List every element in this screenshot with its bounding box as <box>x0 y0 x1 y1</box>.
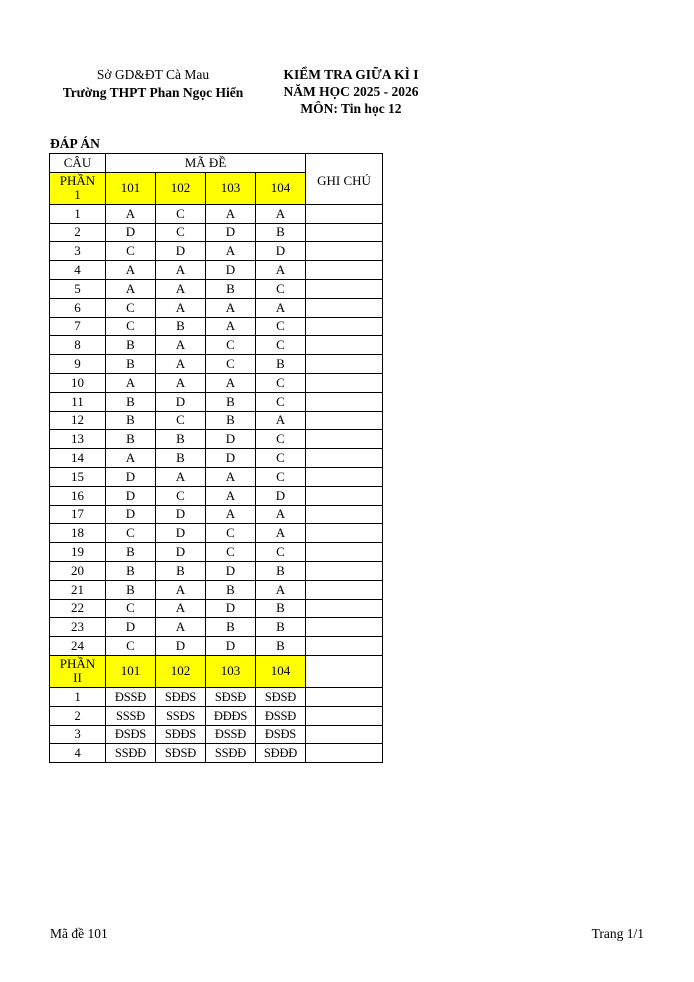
answer-cell: C <box>256 392 306 411</box>
answer-cell: C <box>256 449 306 468</box>
answer-cell: B <box>156 430 206 449</box>
note-cell <box>306 449 383 468</box>
table-row <box>50 449 383 468</box>
answer-cell: A <box>156 467 206 486</box>
answer-cell: C <box>106 599 156 618</box>
answer-cell: SĐSĐ <box>206 687 256 706</box>
code-header: 104 <box>256 172 306 204</box>
answer-cell: C <box>256 336 306 355</box>
answer-cell: B <box>106 392 156 411</box>
answer-cell: D <box>106 486 156 505</box>
question-number-cell: 2 <box>50 223 106 242</box>
header-left <box>40 66 266 102</box>
table-row <box>50 524 383 543</box>
table-row <box>50 204 383 223</box>
answer-cell: A <box>156 373 206 392</box>
answer-cell: D <box>156 524 206 543</box>
code-header: 103 <box>206 655 256 687</box>
answer-cell: A <box>256 411 306 430</box>
table-row <box>50 411 383 430</box>
answer-cell: D <box>206 599 256 618</box>
note-cell <box>306 618 383 637</box>
table-row <box>50 261 383 280</box>
footer-page-number: Trang 1/1 <box>591 926 644 941</box>
answer-cell: B <box>206 618 256 637</box>
code-header: 102 <box>156 172 206 204</box>
table-row <box>50 618 383 637</box>
table-row <box>50 637 383 656</box>
answer-cell: ĐSSĐ <box>206 725 256 744</box>
answer-cell: D <box>206 223 256 242</box>
question-number-cell: 4 <box>50 744 106 763</box>
answer-cell: A <box>256 298 306 317</box>
question-number-cell: 14 <box>50 449 106 468</box>
answer-cell: B <box>206 580 256 599</box>
question-number-cell: 12 <box>50 411 106 430</box>
answer-cell: SĐĐS <box>156 725 206 744</box>
question-number-cell: 19 <box>50 543 106 562</box>
answer-cell: A <box>106 279 156 298</box>
answer-cell: C <box>206 355 256 374</box>
answer-cell: B <box>156 317 206 336</box>
note-cell <box>306 580 383 599</box>
answer-cell: C <box>156 486 206 505</box>
note-cell <box>306 355 383 374</box>
note-cell <box>306 687 383 706</box>
table-row <box>50 298 383 317</box>
answer-cell: SSĐĐ <box>206 744 256 763</box>
code-header: 101 <box>106 172 156 204</box>
answer-cell: C <box>256 317 306 336</box>
answer-cell: C <box>106 298 156 317</box>
subject-name: MÔN: Tin học 12 <box>300 101 402 116</box>
question-number-cell: 1 <box>50 687 106 706</box>
answer-cell: C <box>106 637 156 656</box>
answer-cell: D <box>106 618 156 637</box>
header-right <box>262 66 440 117</box>
note-cell <box>306 505 383 524</box>
note-cell <box>306 543 383 562</box>
question-number-cell: 20 <box>50 561 106 580</box>
code-header: 102 <box>156 655 206 687</box>
answer-cell: B <box>106 561 156 580</box>
note-cell <box>306 279 383 298</box>
question-number-cell: 18 <box>50 524 106 543</box>
answer-cell: D <box>106 223 156 242</box>
answer-cell: ĐSSĐ <box>106 687 156 706</box>
answer-cell: SSĐS <box>156 706 206 725</box>
table-row <box>50 392 383 411</box>
answer-cell: B <box>106 411 156 430</box>
answer-cell: A <box>206 204 256 223</box>
part2-label <box>50 655 106 687</box>
answer-cell: ĐĐĐS <box>206 706 256 725</box>
answer-cell: D <box>206 561 256 580</box>
code-header: 101 <box>106 655 156 687</box>
note-cell <box>306 655 383 687</box>
answer-cell: B <box>106 543 156 562</box>
table-row <box>50 467 383 486</box>
answer-cell: B <box>256 561 306 580</box>
answer-cell: C <box>256 279 306 298</box>
question-number-cell: 21 <box>50 580 106 599</box>
answer-cell: A <box>156 355 206 374</box>
answer-cell: SĐSĐ <box>156 744 206 763</box>
answer-cell: B <box>106 580 156 599</box>
note-cell <box>306 467 383 486</box>
note-cell <box>306 336 383 355</box>
answer-cell: B <box>256 637 306 656</box>
question-number-cell: 15 <box>50 467 106 486</box>
table-row <box>50 505 383 524</box>
department-name: Sở GD&ĐT Cà Mau <box>96 67 210 82</box>
answer-cell: A <box>206 317 256 336</box>
answer-cell: C <box>156 204 206 223</box>
col-code-header: MÃ ĐỀ <box>106 154 306 173</box>
table-row <box>50 430 383 449</box>
answer-cell: C <box>256 430 306 449</box>
answer-cell: D <box>206 637 256 656</box>
table-row <box>50 242 383 261</box>
question-number-cell: 3 <box>50 242 106 261</box>
answer-cell: ĐSĐS <box>256 725 306 744</box>
answer-cell: A <box>106 373 156 392</box>
answer-cell: D <box>156 392 206 411</box>
answer-key-body <box>50 154 383 763</box>
answer-cell: B <box>206 411 256 430</box>
table-row <box>50 725 383 744</box>
question-number-cell: 24 <box>50 637 106 656</box>
answer-cell: C <box>206 543 256 562</box>
answer-cell: ĐSSĐ <box>256 706 306 725</box>
code-header: 103 <box>206 172 256 204</box>
answer-cell: SĐĐĐ <box>256 744 306 763</box>
answer-cell: ĐSĐS <box>106 725 156 744</box>
answer-cell: D <box>156 242 206 261</box>
answer-cell: D <box>106 467 156 486</box>
answer-cell: C <box>156 411 206 430</box>
answer-cell: A <box>156 279 206 298</box>
answer-key-title: ĐÁP ÁN <box>50 136 100 151</box>
answer-cell: C <box>256 543 306 562</box>
answer-cell: D <box>156 505 206 524</box>
answer-cell: B <box>106 430 156 449</box>
note-cell <box>306 706 383 725</box>
note-cell <box>306 637 383 656</box>
answer-cell: C <box>106 524 156 543</box>
answer-cell: C <box>206 336 256 355</box>
answer-cell: A <box>156 298 206 317</box>
answer-cell: D <box>156 543 206 562</box>
note-cell <box>306 392 383 411</box>
school-name: Trường THPT Phan Ngọc Hiển <box>62 85 244 100</box>
part1-label-b: 1 <box>74 187 81 203</box>
answer-cell: B <box>156 449 206 468</box>
note-cell <box>306 561 383 580</box>
answer-cell: B <box>106 336 156 355</box>
answer-cell: A <box>256 204 306 223</box>
answer-cell: D <box>206 261 256 280</box>
answer-cell: A <box>206 298 256 317</box>
answer-cell: D <box>156 637 206 656</box>
question-number-cell: 5 <box>50 279 106 298</box>
table-row <box>50 279 383 298</box>
answer-cell: A <box>156 599 206 618</box>
question-number-cell: 3 <box>50 725 106 744</box>
question-number-cell: 11 <box>50 392 106 411</box>
answer-cell: A <box>256 524 306 543</box>
answer-cell: D <box>256 486 306 505</box>
col-note-header: GHI CHÚ <box>306 154 383 205</box>
part1-label <box>50 172 106 204</box>
note-cell <box>306 411 383 430</box>
answer-cell: A <box>256 261 306 280</box>
question-number-cell: 4 <box>50 261 106 280</box>
question-number-cell: 17 <box>50 505 106 524</box>
answer-cell: A <box>206 486 256 505</box>
table-row <box>50 744 383 763</box>
part1-label-a: PHẦN <box>59 173 96 189</box>
answer-cell: SĐSĐ <box>256 687 306 706</box>
note-cell <box>306 223 383 242</box>
table-header-row <box>50 154 383 173</box>
table-row <box>50 706 383 725</box>
note-cell <box>306 524 383 543</box>
answer-cell: A <box>256 580 306 599</box>
answer-cell: C <box>256 373 306 392</box>
table-row <box>50 599 383 618</box>
answer-cell: A <box>206 373 256 392</box>
exam-title: KIỂM TRA GIỮA KÌ I <box>283 67 419 82</box>
question-number-cell: 6 <box>50 298 106 317</box>
question-number-cell: 2 <box>50 706 106 725</box>
answer-cell: B <box>256 618 306 637</box>
answer-cell: A <box>156 336 206 355</box>
answer-cell: A <box>106 261 156 280</box>
question-number-cell: 10 <box>50 373 106 392</box>
table-row <box>50 373 383 392</box>
answer-cell: A <box>156 618 206 637</box>
answer-cell: D <box>206 430 256 449</box>
table-row <box>50 223 383 242</box>
question-number-cell: 8 <box>50 336 106 355</box>
answer-cell: D <box>206 449 256 468</box>
answer-cell: A <box>156 261 206 280</box>
footer-exam-code: Mã đề 101 <box>50 926 108 941</box>
table-row <box>50 336 383 355</box>
note-cell <box>306 317 383 336</box>
answer-cell: B <box>256 355 306 374</box>
answer-cell: B <box>256 223 306 242</box>
question-number-cell: 1 <box>50 204 106 223</box>
answer-cell: A <box>156 580 206 599</box>
answer-cell: A <box>206 467 256 486</box>
note-cell <box>306 599 383 618</box>
answer-cell: SĐĐS <box>156 687 206 706</box>
answer-cell: B <box>106 355 156 374</box>
part2-header-row <box>50 655 383 687</box>
table-row <box>50 561 383 580</box>
table-row <box>50 687 383 706</box>
col-question-header: CÂU <box>50 154 106 173</box>
question-number-cell: 13 <box>50 430 106 449</box>
answer-cell: C <box>206 524 256 543</box>
answer-cell: A <box>106 204 156 223</box>
answer-cell: B <box>206 279 256 298</box>
answer-cell: C <box>106 242 156 261</box>
answer-cell: B <box>156 561 206 580</box>
note-cell <box>306 242 383 261</box>
code-header: 104 <box>256 655 306 687</box>
question-number-cell: 22 <box>50 599 106 618</box>
answer-cell: A <box>206 505 256 524</box>
table-row <box>50 317 383 336</box>
school-year: NĂM HỌC 2025 - 2026 <box>283 84 419 99</box>
answer-cell: D <box>106 505 156 524</box>
answer-cell: B <box>206 392 256 411</box>
note-cell <box>306 373 383 392</box>
table-row <box>50 355 383 374</box>
table-row <box>50 543 383 562</box>
answer-cell: SSSĐ <box>106 706 156 725</box>
note-cell <box>306 430 383 449</box>
answer-cell: A <box>206 242 256 261</box>
answer-cell: D <box>256 242 306 261</box>
answer-cell: C <box>106 317 156 336</box>
note-cell <box>306 744 383 763</box>
note-cell <box>306 725 383 744</box>
answer-cell: SSĐĐ <box>106 744 156 763</box>
answer-cell: B <box>256 599 306 618</box>
answer-cell: C <box>156 223 206 242</box>
note-cell <box>306 298 383 317</box>
note-cell <box>306 486 383 505</box>
answer-cell: A <box>106 449 156 468</box>
question-number-cell: 7 <box>50 317 106 336</box>
table-row <box>50 580 383 599</box>
answer-key-table <box>49 153 383 763</box>
note-cell <box>306 261 383 280</box>
answer-cell: C <box>256 467 306 486</box>
part2-label-b: II <box>73 670 82 686</box>
note-cell <box>306 204 383 223</box>
part2-label-a: PHẦN <box>59 656 96 672</box>
table-row <box>50 486 383 505</box>
answer-cell: A <box>256 505 306 524</box>
question-number-cell: 16 <box>50 486 106 505</box>
question-number-cell: 23 <box>50 618 106 637</box>
question-number-cell: 9 <box>50 355 106 374</box>
